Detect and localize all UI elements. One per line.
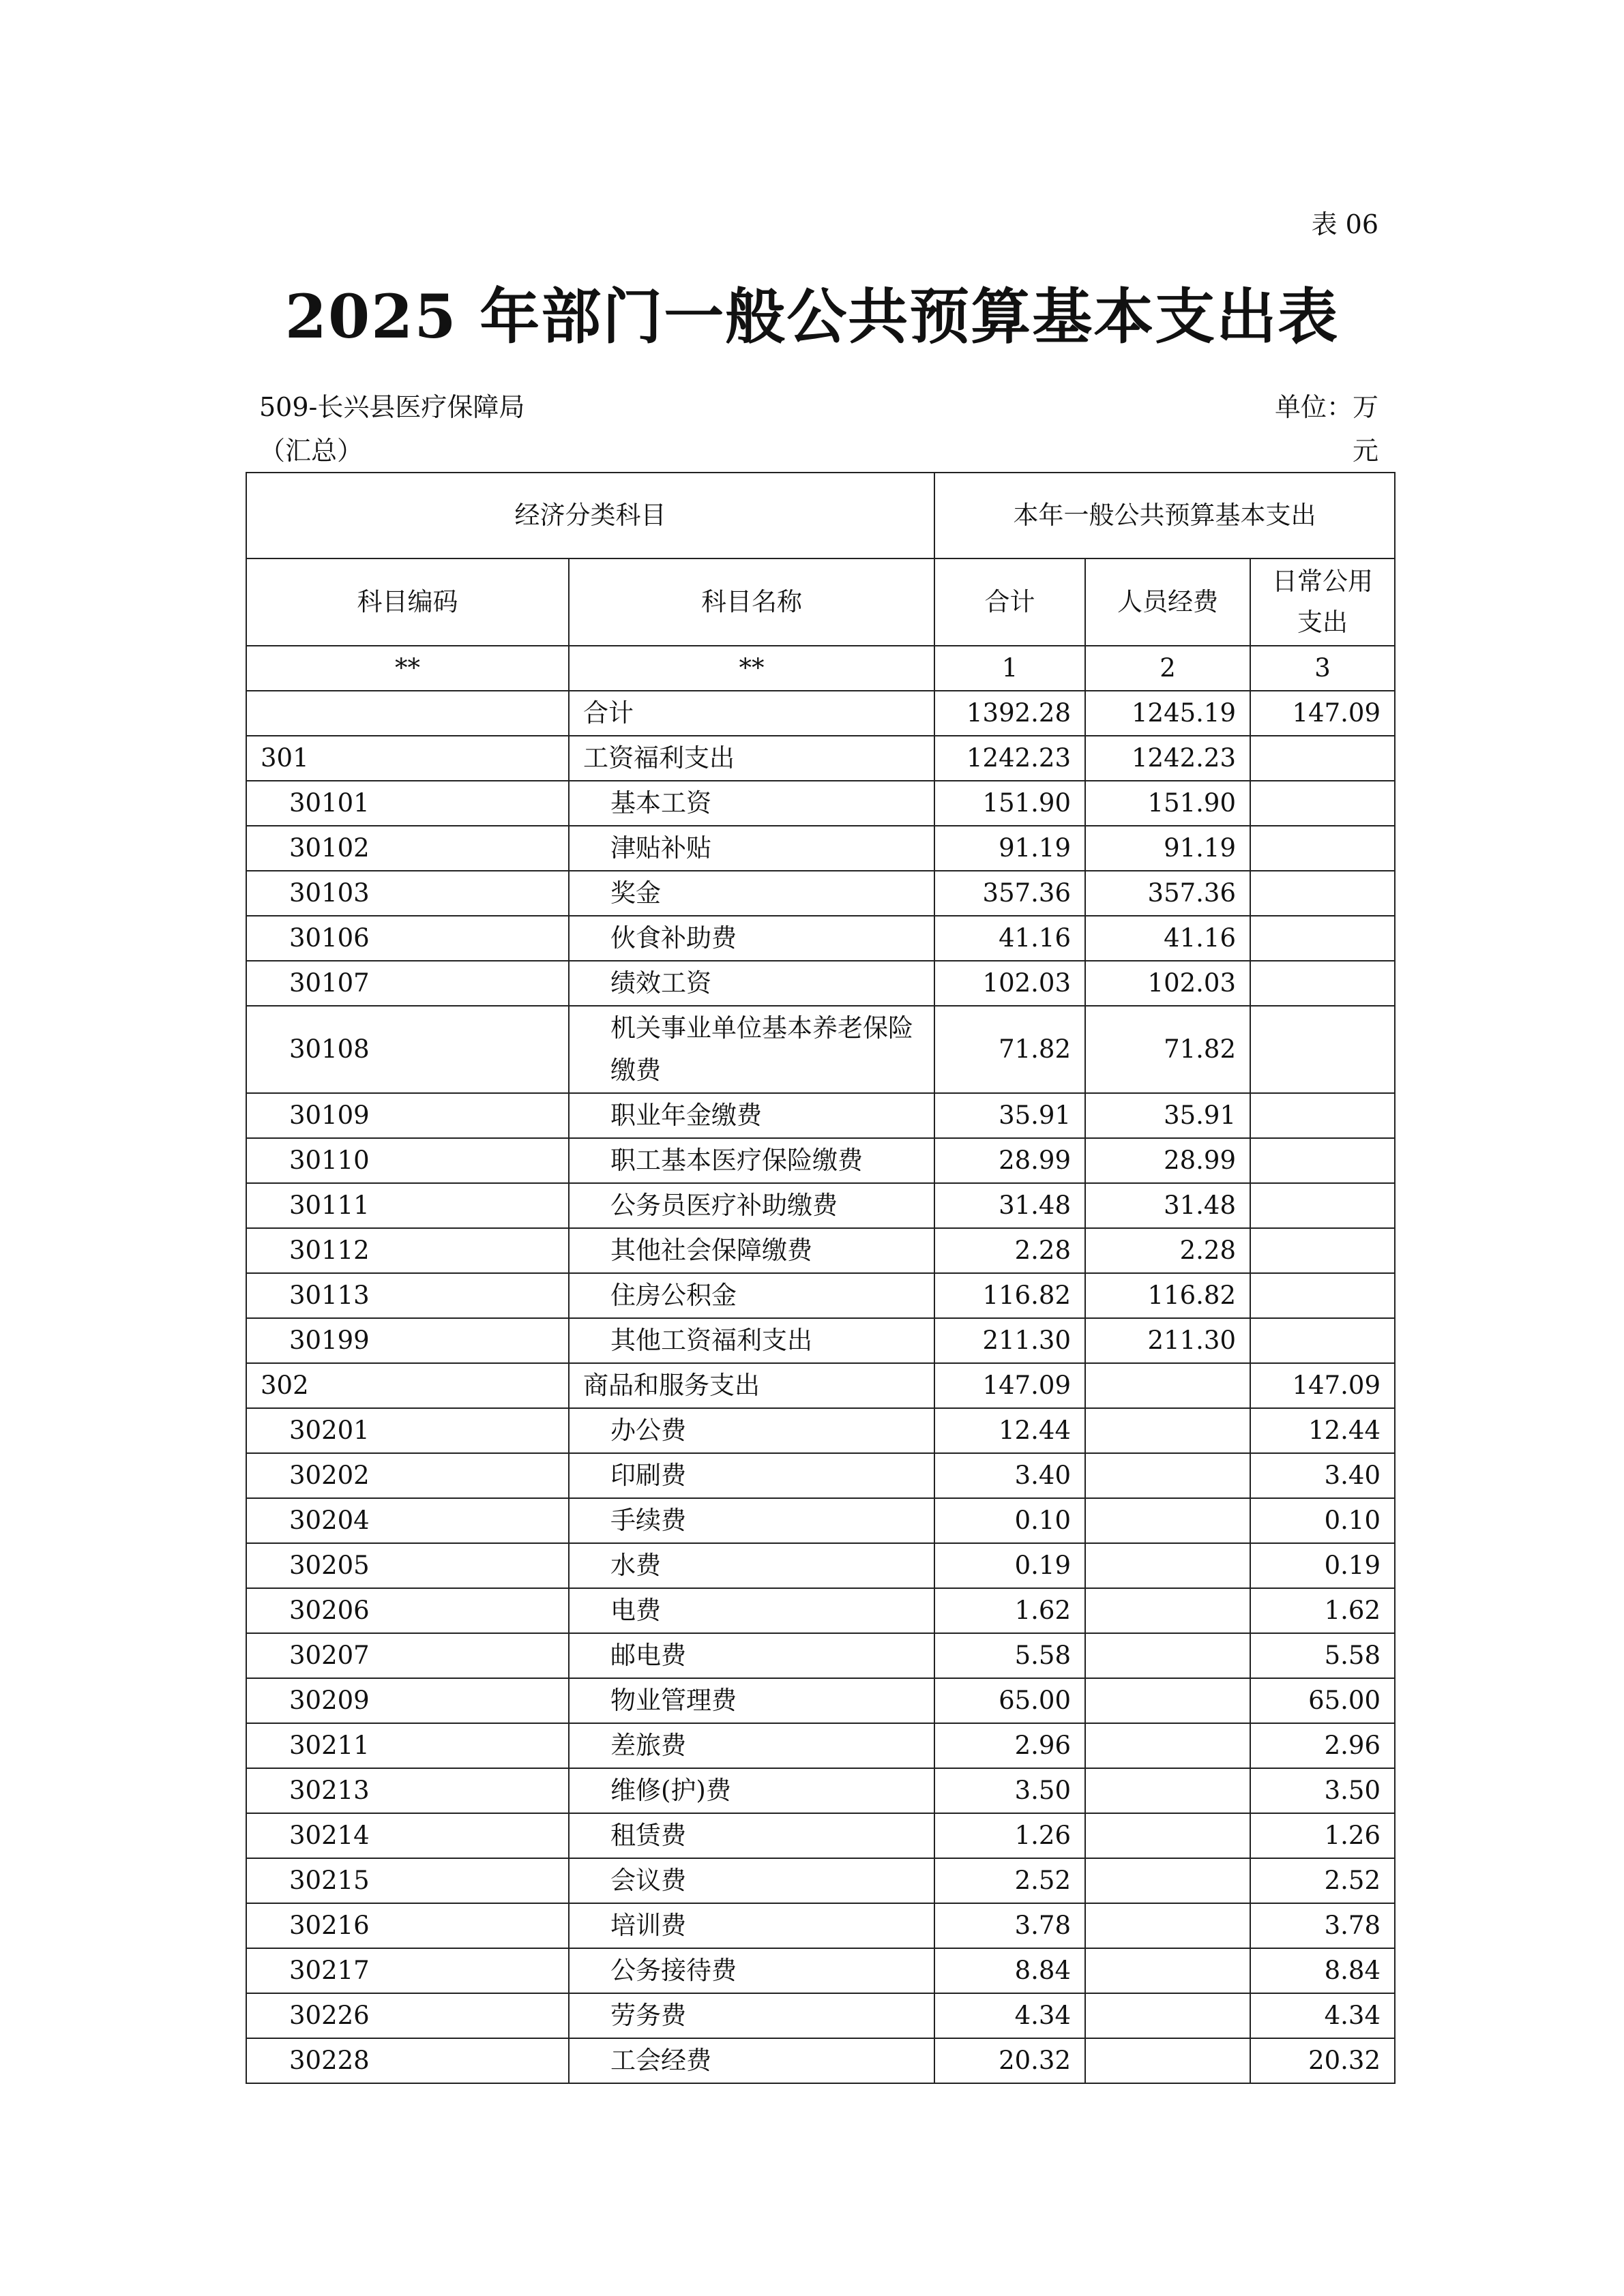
table-row bbox=[246, 781, 1395, 826]
code-cell: 30199 bbox=[246, 1318, 569, 1363]
daily-public-cell bbox=[1250, 961, 1395, 1006]
table-row bbox=[246, 961, 1395, 1006]
table-row bbox=[246, 1453, 1395, 1498]
daily-public-cell bbox=[1250, 1228, 1395, 1273]
header-row-columns bbox=[246, 558, 1395, 646]
index-3: 3 bbox=[1250, 646, 1395, 691]
daily-public-cell: 0.19 bbox=[1250, 1543, 1395, 1588]
total-cell: 2.52 bbox=[934, 1858, 1085, 1903]
table-row bbox=[246, 1093, 1395, 1138]
daily-public-cell bbox=[1250, 826, 1395, 871]
header-row-groups bbox=[246, 473, 1395, 558]
daily-public-cell: 65.00 bbox=[1250, 1678, 1395, 1723]
name-cell: 劳务费 bbox=[569, 1993, 934, 2038]
table-row bbox=[246, 1273, 1395, 1318]
personnel-cell bbox=[1085, 1993, 1250, 2038]
code-cell: 30201 bbox=[246, 1408, 569, 1453]
organization-name: 509-长兴县医疗保障局 bbox=[259, 392, 525, 422]
table-row bbox=[246, 736, 1395, 781]
personnel-cell: 1242.23 bbox=[1085, 736, 1250, 781]
personnel-cell bbox=[1085, 1633, 1250, 1678]
name-cell: 绩效工资 bbox=[569, 961, 934, 1006]
code-cell: 30226 bbox=[246, 1993, 569, 2038]
daily-public-cell: 20.32 bbox=[1250, 2038, 1395, 2083]
code-cell: 30214 bbox=[246, 1813, 569, 1858]
code-cell: 302 bbox=[246, 1363, 569, 1408]
daily-public-cell bbox=[1250, 1006, 1395, 1093]
table-row bbox=[246, 826, 1395, 871]
daily-public-cell: 1.26 bbox=[1250, 1813, 1395, 1858]
total-cell: 41.16 bbox=[934, 916, 1085, 961]
personnel-cell bbox=[1085, 1363, 1250, 1408]
name-cell: 工资福利支出 bbox=[569, 736, 934, 781]
total-cell: 357.36 bbox=[934, 871, 1085, 916]
code-cell: 30211 bbox=[246, 1723, 569, 1768]
table-row bbox=[246, 1993, 1395, 2038]
code-cell: 30215 bbox=[246, 1858, 569, 1903]
name-cell: 基本工资 bbox=[569, 781, 934, 826]
personnel-cell: 2.28 bbox=[1085, 1228, 1250, 1273]
organization-scope: （汇总） bbox=[259, 436, 364, 466]
personnel-cell bbox=[1085, 1858, 1250, 1903]
index-code: ** bbox=[246, 646, 569, 691]
header-personnel: 人员经费 bbox=[1085, 558, 1250, 646]
code-cell: 30228 bbox=[246, 2038, 569, 2083]
personnel-cell bbox=[1085, 1903, 1250, 1948]
daily-public-cell: 2.52 bbox=[1250, 1858, 1395, 1903]
daily-public-cell bbox=[1250, 1318, 1395, 1363]
table-row bbox=[246, 1948, 1395, 1993]
personnel-cell bbox=[1085, 1813, 1250, 1858]
code-cell: 30101 bbox=[246, 781, 569, 826]
personnel-cell: 151.90 bbox=[1085, 781, 1250, 826]
table-row bbox=[246, 1543, 1395, 1588]
organization-label bbox=[259, 385, 525, 473]
header-name: 科目名称 bbox=[569, 558, 934, 646]
personnel-cell: 357.36 bbox=[1085, 871, 1250, 916]
personnel-cell: 35.91 bbox=[1085, 1093, 1250, 1138]
code-cell: 30108 bbox=[246, 1006, 569, 1093]
code-cell: 30216 bbox=[246, 1903, 569, 1948]
personnel-cell: 71.82 bbox=[1085, 1006, 1250, 1093]
table-row bbox=[246, 2038, 1395, 2083]
table-row bbox=[246, 691, 1395, 736]
code-cell: 30209 bbox=[246, 1678, 569, 1723]
name-cell: 公务接待费 bbox=[569, 1948, 934, 1993]
daily-public-cell bbox=[1250, 1183, 1395, 1228]
code-cell: 301 bbox=[246, 736, 569, 781]
name-cell: 职业年金缴费 bbox=[569, 1093, 934, 1138]
daily-public-cell: 3.40 bbox=[1250, 1453, 1395, 1498]
total-cell: 0.10 bbox=[934, 1498, 1085, 1543]
index-2: 2 bbox=[1085, 646, 1250, 691]
table-row bbox=[246, 1813, 1395, 1858]
personnel-cell bbox=[1085, 1543, 1250, 1588]
total-cell: 1392.28 bbox=[934, 691, 1085, 736]
daily-public-cell: 147.09 bbox=[1250, 691, 1395, 736]
table-body bbox=[246, 691, 1395, 2083]
table-row bbox=[246, 1363, 1395, 1408]
table-row bbox=[246, 1138, 1395, 1183]
name-cell: 住房公积金 bbox=[569, 1273, 934, 1318]
name-cell: 职工基本医疗保险缴费 bbox=[569, 1138, 934, 1183]
total-cell: 3.78 bbox=[934, 1903, 1085, 1948]
name-cell: 差旅费 bbox=[569, 1723, 934, 1768]
unit-line-1: 单位：万 bbox=[1274, 392, 1378, 422]
personnel-cell bbox=[1085, 1588, 1250, 1633]
name-cell: 租赁费 bbox=[569, 1813, 934, 1858]
total-cell: 151.90 bbox=[934, 781, 1085, 826]
total-cell: 8.84 bbox=[934, 1948, 1085, 1993]
total-cell: 0.19 bbox=[934, 1543, 1085, 1588]
daily-public-cell bbox=[1250, 781, 1395, 826]
table-row bbox=[246, 1183, 1395, 1228]
personnel-cell bbox=[1085, 1678, 1250, 1723]
daily-public-cell: 5.58 bbox=[1250, 1633, 1395, 1678]
daily-public-cell: 0.10 bbox=[1250, 1498, 1395, 1543]
daily-public-cell bbox=[1250, 916, 1395, 961]
name-cell: 伙食补助费 bbox=[569, 916, 934, 961]
table-row bbox=[246, 1678, 1395, 1723]
personnel-cell bbox=[1085, 1408, 1250, 1453]
daily-public-cell bbox=[1250, 1093, 1395, 1138]
budget-table bbox=[246, 472, 1396, 2084]
name-cell: 办公费 bbox=[569, 1408, 934, 1453]
personnel-cell bbox=[1085, 1453, 1250, 1498]
table-row bbox=[246, 871, 1395, 916]
code-cell: 30106 bbox=[246, 916, 569, 961]
personnel-cell: 211.30 bbox=[1085, 1318, 1250, 1363]
code-cell: 30102 bbox=[246, 826, 569, 871]
personnel-cell: 31.48 bbox=[1085, 1183, 1250, 1228]
code-cell: 30217 bbox=[246, 1948, 569, 1993]
daily-public-cell: 1.62 bbox=[1250, 1588, 1395, 1633]
name-cell: 商品和服务支出 bbox=[569, 1363, 934, 1408]
total-cell: 71.82 bbox=[934, 1006, 1085, 1093]
total-cell: 147.09 bbox=[934, 1363, 1085, 1408]
total-cell: 91.19 bbox=[934, 826, 1085, 871]
total-cell: 31.48 bbox=[934, 1183, 1085, 1228]
unit-line-2: 元 bbox=[1352, 436, 1378, 466]
daily-public-cell: 4.34 bbox=[1250, 1993, 1395, 2038]
name-cell: 手续费 bbox=[569, 1498, 934, 1543]
total-cell: 2.96 bbox=[934, 1723, 1085, 1768]
table-row bbox=[246, 1498, 1395, 1543]
total-cell: 3.40 bbox=[934, 1453, 1085, 1498]
name-cell: 物业管理费 bbox=[569, 1678, 934, 1723]
header-basic-expenditure: 本年一般公共预算基本支出 bbox=[934, 473, 1395, 558]
code-cell: 30110 bbox=[246, 1138, 569, 1183]
daily-public-cell: 3.50 bbox=[1250, 1768, 1395, 1813]
table-row bbox=[246, 1903, 1395, 1948]
personnel-cell bbox=[1085, 1498, 1250, 1543]
total-cell: 20.32 bbox=[934, 2038, 1085, 2083]
table-number: 表 06 bbox=[1311, 209, 1378, 239]
name-cell: 奖金 bbox=[569, 871, 934, 916]
code-cell: 30213 bbox=[246, 1768, 569, 1813]
name-cell: 机关事业单位基本养老保险缴费 bbox=[569, 1006, 934, 1093]
name-cell: 合计 bbox=[569, 691, 934, 736]
total-cell: 2.28 bbox=[934, 1228, 1085, 1273]
total-cell: 3.50 bbox=[934, 1768, 1085, 1813]
code-cell: 30112 bbox=[246, 1228, 569, 1273]
table-row bbox=[246, 916, 1395, 961]
personnel-cell bbox=[1085, 1948, 1250, 1993]
total-cell: 211.30 bbox=[934, 1318, 1085, 1363]
name-cell: 电费 bbox=[569, 1588, 934, 1633]
name-cell: 公务员医疗补助缴费 bbox=[569, 1183, 934, 1228]
page-title: 2025 年部门一般公共预算基本支出表 bbox=[284, 281, 1340, 352]
name-cell: 其他社会保障缴费 bbox=[569, 1228, 934, 1273]
total-cell: 28.99 bbox=[934, 1138, 1085, 1183]
total-cell: 4.34 bbox=[934, 1993, 1085, 2038]
header-row-index bbox=[246, 646, 1395, 691]
total-cell: 5.58 bbox=[934, 1633, 1085, 1678]
index-1: 1 bbox=[934, 646, 1085, 691]
name-cell: 津贴补贴 bbox=[569, 826, 934, 871]
total-cell: 65.00 bbox=[934, 1678, 1085, 1723]
code-cell: 30205 bbox=[246, 1543, 569, 1588]
table-row bbox=[246, 1633, 1395, 1678]
name-cell: 印刷费 bbox=[569, 1453, 934, 1498]
table-row bbox=[246, 1723, 1395, 1768]
personnel-cell: 116.82 bbox=[1085, 1273, 1250, 1318]
table-row bbox=[246, 1408, 1395, 1453]
table-row bbox=[246, 1228, 1395, 1273]
name-cell: 维修(护)费 bbox=[569, 1768, 934, 1813]
table-row bbox=[246, 1318, 1395, 1363]
name-cell: 邮电费 bbox=[569, 1633, 934, 1678]
daily-public-cell bbox=[1250, 871, 1395, 916]
daily-public-cell bbox=[1250, 1273, 1395, 1318]
personnel-cell: 1245.19 bbox=[1085, 691, 1250, 736]
code-cell: 30204 bbox=[246, 1498, 569, 1543]
code-cell: 30113 bbox=[246, 1273, 569, 1318]
table-row bbox=[246, 1768, 1395, 1813]
daily-public-cell: 8.84 bbox=[1250, 1948, 1395, 1993]
total-cell: 1.62 bbox=[934, 1588, 1085, 1633]
total-cell: 12.44 bbox=[934, 1408, 1085, 1453]
header-total: 合计 bbox=[934, 558, 1085, 646]
header-economic-classification: 经济分类科目 bbox=[246, 473, 934, 558]
name-cell: 其他工资福利支出 bbox=[569, 1318, 934, 1363]
daily-public-cell bbox=[1250, 736, 1395, 781]
personnel-cell: 28.99 bbox=[1085, 1138, 1250, 1183]
total-cell: 1.26 bbox=[934, 1813, 1085, 1858]
total-cell: 116.82 bbox=[934, 1273, 1085, 1318]
code-cell: 30206 bbox=[246, 1588, 569, 1633]
total-cell: 102.03 bbox=[934, 961, 1085, 1006]
personnel-cell bbox=[1085, 2038, 1250, 2083]
total-cell: 35.91 bbox=[934, 1093, 1085, 1138]
personnel-cell bbox=[1085, 1768, 1250, 1813]
table-row bbox=[246, 1858, 1395, 1903]
daily-public-cell: 2.96 bbox=[1250, 1723, 1395, 1768]
total-cell: 1242.23 bbox=[934, 736, 1085, 781]
code-cell bbox=[246, 691, 569, 736]
code-cell: 30207 bbox=[246, 1633, 569, 1678]
personnel-cell: 102.03 bbox=[1085, 961, 1250, 1006]
name-cell: 水费 bbox=[569, 1543, 934, 1588]
daily-public-cell: 147.09 bbox=[1250, 1363, 1395, 1408]
personnel-cell: 91.19 bbox=[1085, 826, 1250, 871]
daily-public-cell: 3.78 bbox=[1250, 1903, 1395, 1948]
code-cell: 30111 bbox=[246, 1183, 569, 1228]
name-cell: 培训费 bbox=[569, 1903, 934, 1948]
code-cell: 30103 bbox=[246, 871, 569, 916]
table-row bbox=[246, 1006, 1395, 1093]
code-cell: 30202 bbox=[246, 1453, 569, 1498]
index-name: ** bbox=[569, 646, 934, 691]
header-daily-public: 日常公用支出 bbox=[1250, 558, 1395, 646]
code-cell: 30107 bbox=[246, 961, 569, 1006]
personnel-cell: 41.16 bbox=[1085, 916, 1250, 961]
name-cell: 工会经费 bbox=[569, 2038, 934, 2083]
header-code: 科目编码 bbox=[246, 558, 569, 646]
daily-public-cell bbox=[1250, 1138, 1395, 1183]
code-cell: 30109 bbox=[246, 1093, 569, 1138]
personnel-cell bbox=[1085, 1723, 1250, 1768]
table-row bbox=[246, 1588, 1395, 1633]
unit-label bbox=[1275, 385, 1378, 473]
daily-public-cell: 12.44 bbox=[1250, 1408, 1395, 1453]
name-cell: 会议费 bbox=[569, 1858, 934, 1903]
